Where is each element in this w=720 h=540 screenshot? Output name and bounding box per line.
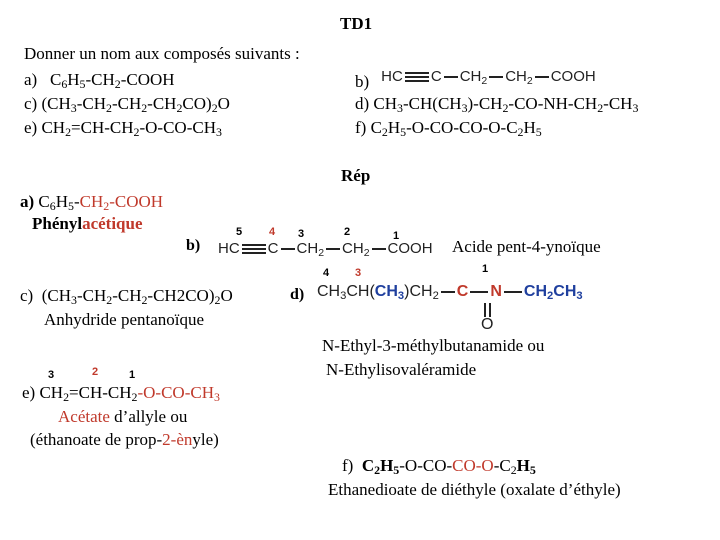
answers-heading: Rép — [341, 166, 371, 185]
answer-d-label: d) — [290, 286, 305, 303]
question-a: a) $C_6H_5-CH_2$-COOH — [24, 70, 175, 91]
question-d: d) $CH_3-CH(CH_3)-CH_2-CO-NH-CH_2-CH_3$ — [355, 94, 639, 115]
carbon-number: 5 — [236, 226, 243, 238]
answer-a-formula: a) $C_6H_5-CH_2$-COOH — [20, 192, 164, 213]
answer-e-formula: e) $CH_2=CH-CH_2-O-CO-CH_3$ — [22, 383, 220, 404]
question-b: b) HC C $CH_2$ $CH_2$ COOH — [355, 68, 596, 91]
question-e: e) $CH_2=CH-CH_2-O-CO-CH_3$ — [24, 118, 222, 139]
answer-e-name-2: (éthanoate de prop-2-ènyle) — [30, 430, 219, 449]
triple-bond — [405, 72, 429, 82]
carbon-number: 1 — [393, 230, 400, 242]
carbon-number: 3 — [298, 228, 305, 240]
carbon-number: 3 — [48, 369, 55, 381]
answer-e-name-1: Acétate d’allyle ou — [58, 407, 188, 426]
answer-c-formula: c) $(CH_3-CH_2-CH_2-CH2CO)_2O$ — [20, 286, 233, 307]
question-f: f) $C_2H_5-O-CO-CO-O-C_2H_5$ — [355, 118, 542, 139]
answer-d-structure: $CH_3CH(CH_3)CH_2$ C N $CH_2CH_3$ — [317, 283, 583, 302]
answer-b-label: b) — [186, 237, 201, 254]
carbon-number: 4 — [323, 267, 330, 279]
question-c: c) $(CH_3-CH_2-CH_2-CH_2CO)_2O$ — [24, 94, 230, 115]
answer-b-name: Acide pent-4-ynoïque — [452, 237, 601, 256]
instruction-text: Donner un nom aux composés suivants : — [24, 44, 300, 63]
answer-d-name-2: N-Ethylisovaléramide — [326, 360, 477, 379]
answer-c-name: Anhydride pentanoïque — [44, 310, 205, 329]
carbon-number: 2 — [344, 226, 351, 238]
answer-d-name-1: N-Ethyl-3-méthylbutanamide ou — [322, 336, 545, 355]
answer-a-name: Phénylacétique — [32, 214, 143, 233]
carbon-number: 3 — [355, 267, 362, 279]
carbonyl-oxygen: O — [481, 316, 494, 333]
answer-b-structure: HC C $CH_2$ $CH_2$ COOH — [218, 240, 433, 259]
double-bond-line — [489, 303, 491, 317]
carbon-number: 1 — [482, 263, 489, 275]
answer-f-formula: f) $C_2H_5-O-CO-CO-O-C_2H_5$ — [342, 456, 536, 477]
double-bond-line — [484, 303, 486, 317]
answer-f-name: Ethanedioate de diéthyle (oxalate d’éthyle) — [328, 480, 621, 499]
carbon-number: 4 — [269, 226, 276, 238]
page-title: TD1 — [340, 14, 373, 33]
carbon-number: 1 — [129, 369, 136, 381]
triple-bond — [242, 244, 266, 254]
carbon-number: 2 — [92, 366, 99, 378]
